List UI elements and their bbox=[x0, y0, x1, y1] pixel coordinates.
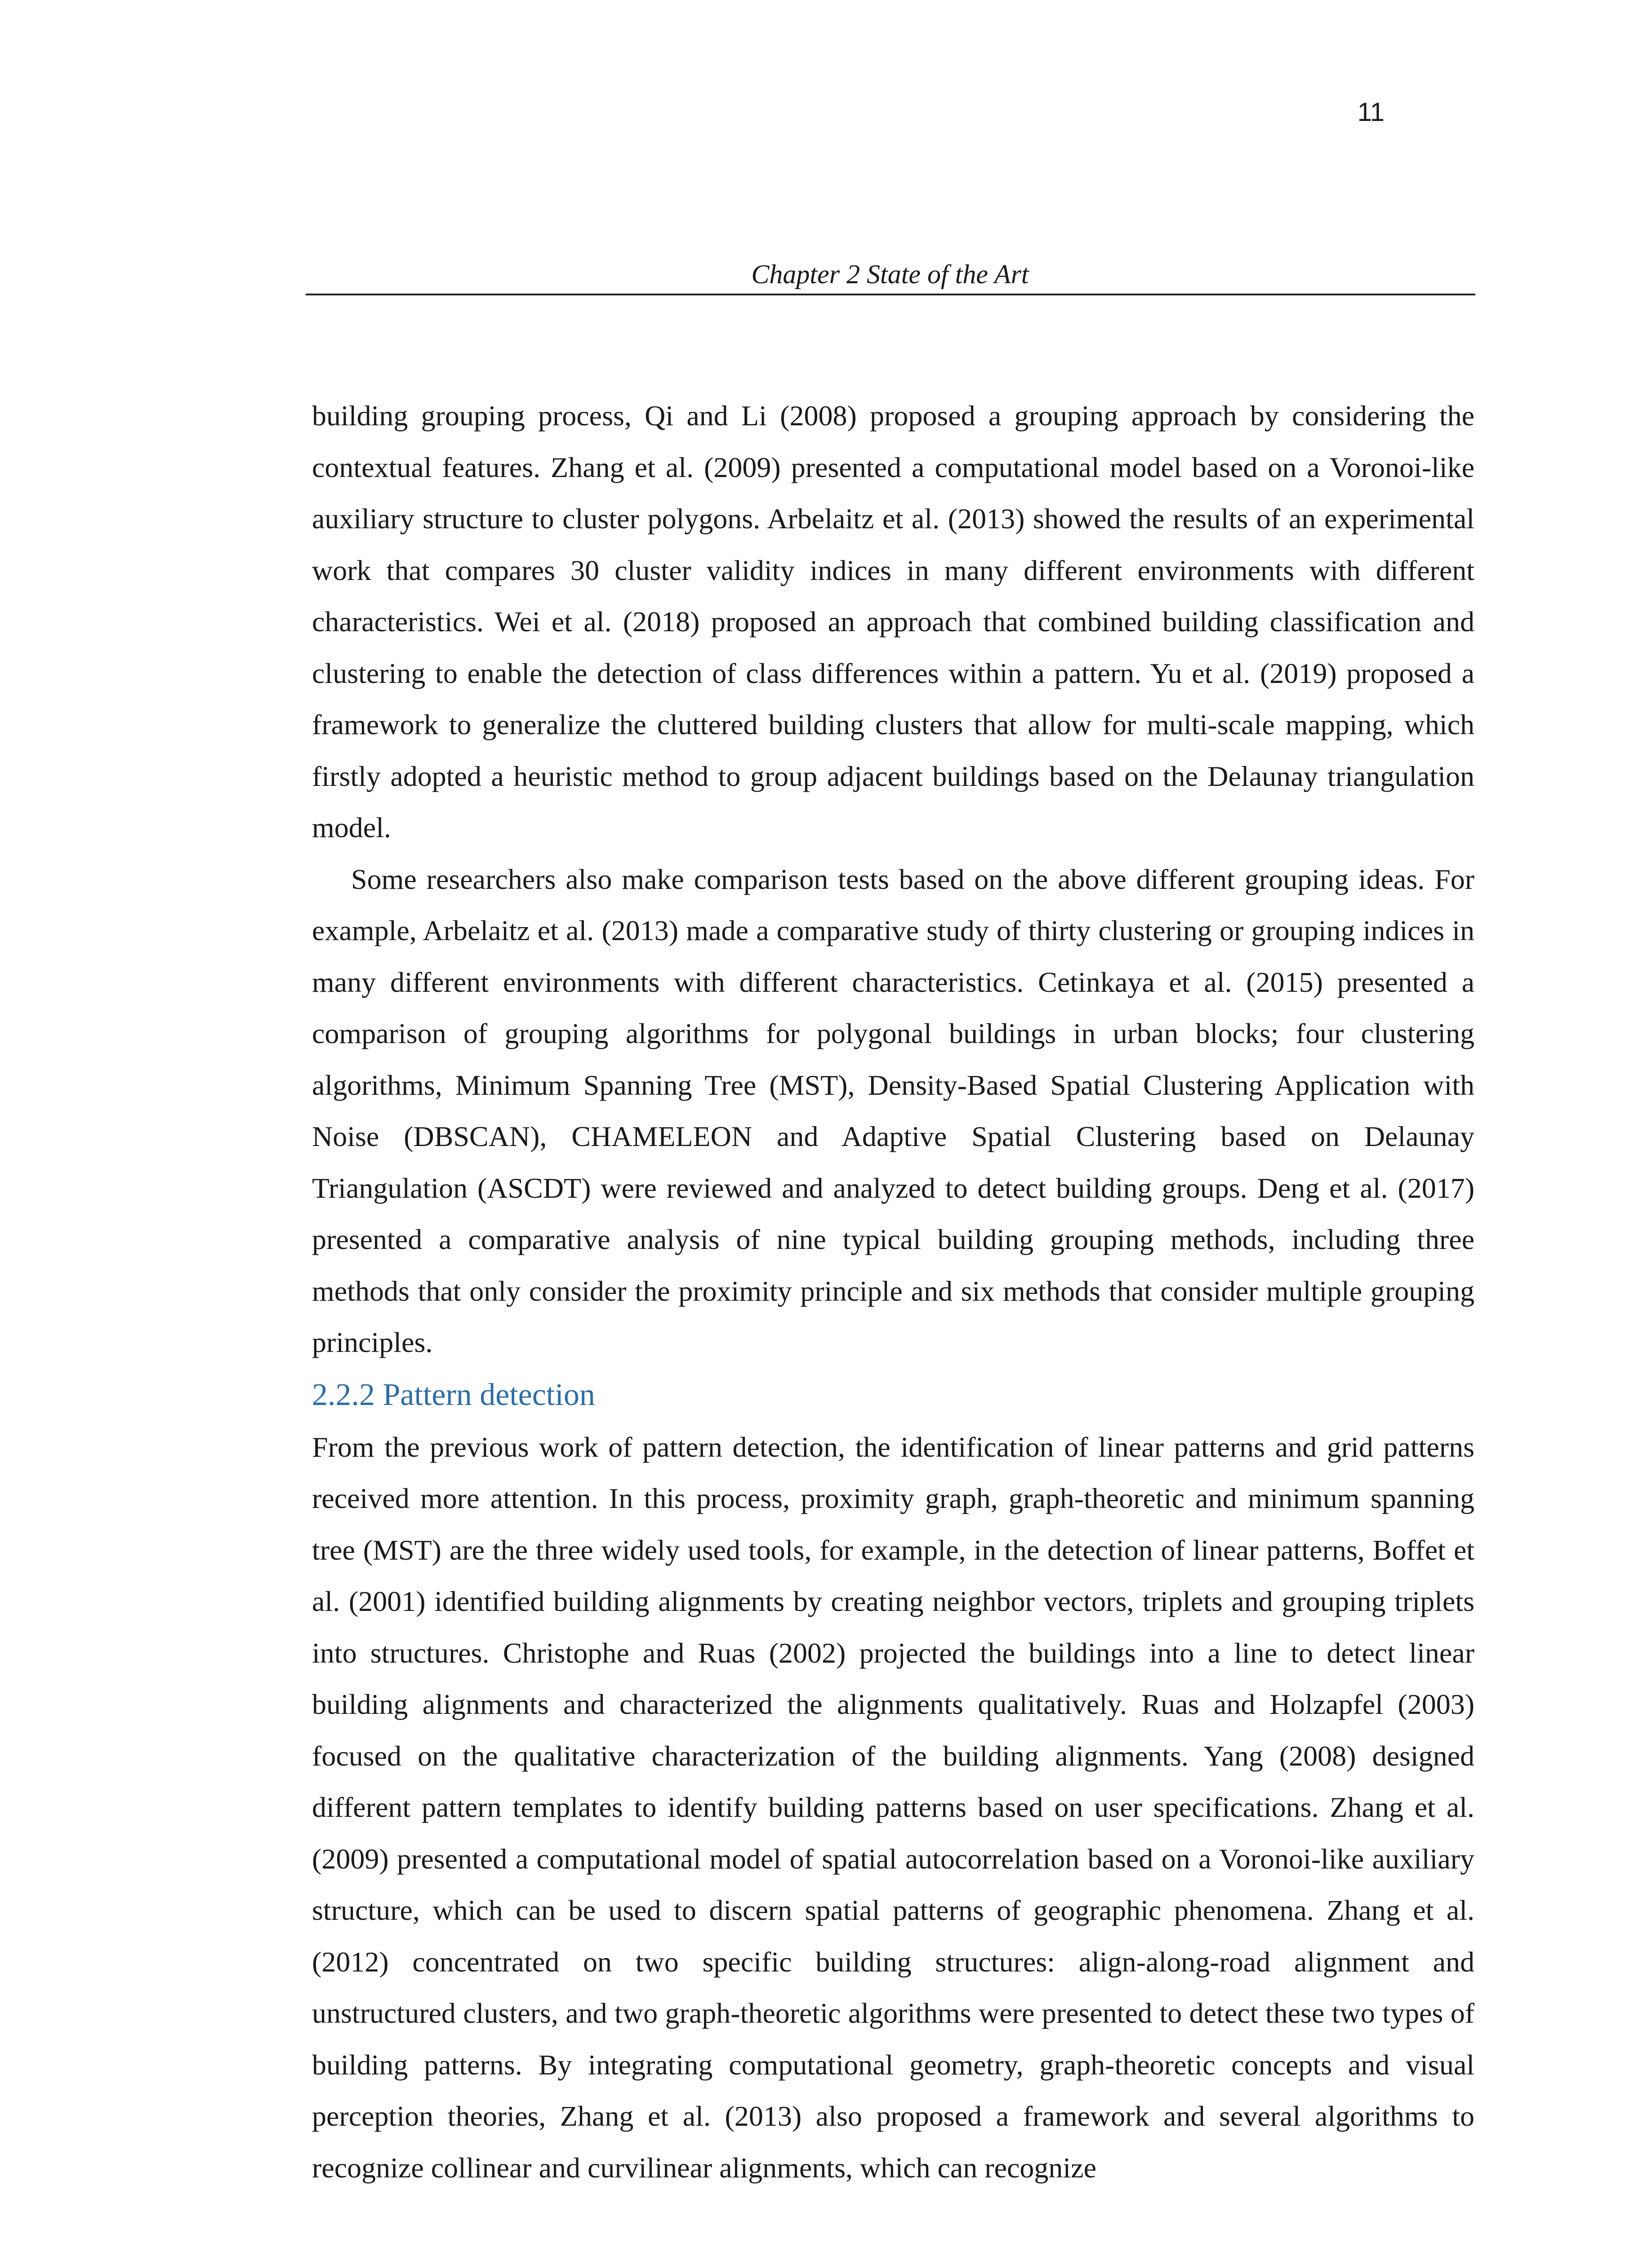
paragraph-pattern-detection: From the previous work of pattern detection, the identification of linear patterns and grid patterns received more attention. In this process, proximity graph, graph-theoretic and minimum spanning tree (MST) are the three widely used tools, for example, in the detection of linear patterns, Boffet et al. (2001) identified building alignments by creating neighbor vectors, triplets and grouping triplets into structures. Christophe and Ruas (2002) projected the buildings into a line to detect linear building alignments and characterized the alignments qualitatively. Ruas and Holzapfel (2003) focused on the qualitative characterization of the building alignments. Yang (2008) designed different pattern templates to identify building patterns based on user specifications. Zhang et al. (2009) presented a computational model of spatial autocorrelation based on a Voronoi-like auxiliary structure, which can be used to discern spatial patterns of geographic phenomena. Zhang et al. (2012) concentrated on two specific building structures: align-along-road alignment and unstructured clusters, and two graph-theoretic algorithms were presented to detect these two types of building patterns. By integrating computational geometry, graph-theoretic concepts and visual perception theories, Zhang et al. (2013) also proposed a framework and several algorithms to recognize collinear and curvilinear alignments, which can recognize bbox=[312, 1431, 1474, 2184]
section-heading-pattern-detection: 2.2.2 Pattern detection bbox=[312, 1377, 595, 1412]
header-rule bbox=[306, 294, 1475, 295]
page-number: 11 bbox=[1357, 98, 1385, 127]
paragraph-grouping-methods: building grouping process, Qi and Li (2008) proposed a grouping approach by considering the contextual features. Zhang et al. (2009) presented a computational model based on a Voronoi-like auxiliary structure to cluster polygons. Arbelaitz et al. (2013) showed the results of an experimental work that compares 30 cluster validity indices in many different environments with different characteristics. Wei et al. (2018) proposed an approach that combined building classification and clustering to enable the detection of class differences within a pattern. Yu et al. (2019) proposed a framework to generalize the cluttered building clusters that allow for multi-scale mapping, which firstly adopted a heuristic method to group adjacent buildings based on the Delaunay triangulation model. bbox=[312, 400, 1474, 843]
body-text bbox=[312, 390, 1474, 2194]
paragraph-comparison-tests: Some researchers also make comparison tests based on the above different grouping ideas. For example, Arbelaitz et al. (2013) made a comparative study of thirty clustering or grouping indices in many different environments with different characteristics. Cetinkaya et al. (2015) presented a comparison of grouping algorithms for polygonal buildings in urban blocks; four clustering algorithms, Minimum Spanning Tree (MST), Density-Based Spatial Clustering Application with Noise (DBSCAN), CHAMELEON and Adaptive Spatial Clustering based on Delaunay Triangulation (ASCDT) were reviewed and analyzed to detect building groups. Deng et al. (2017) presented a comparative analysis of nine typical building grouping methods, including three methods that only consider the proximity principle and six methods that consider multiple grouping principles. bbox=[312, 863, 1474, 1358]
running-header: Chapter 2 State of the Art bbox=[751, 259, 1029, 289]
